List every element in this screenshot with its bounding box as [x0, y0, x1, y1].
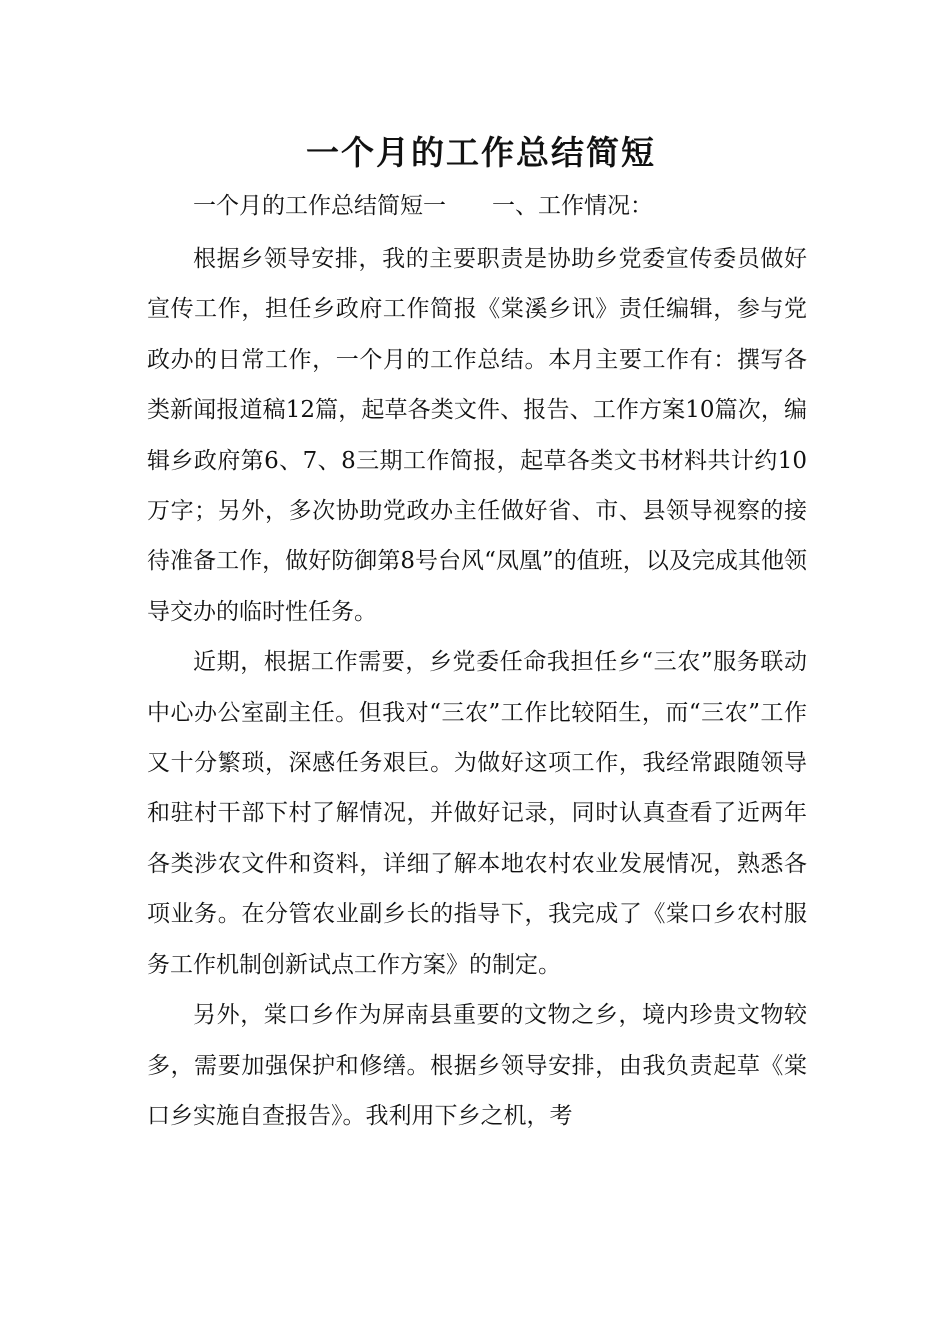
document-title: 一个月的工作总结简短: [306, 133, 656, 172]
paragraph-1: 根据乡领导安排，我的主要职责是协助乡党委宣传委员做好宣传工作，担任乡政府工作简报《棠溪乡讯》责任编辑，参与党政办的日常工作，一个月的工作总结。本月主要工作有：撰写各类新闻报道稿12篇，起草各类文件、报告、工作方案10篇次，编辑乡政府第6、7、8三期工作简报，起草各类文书材料共计约10万字；另外，多次协助党政办主任做好省、市、县领导视察的接待准备工作，做好防御第8号台风“凤凰”的值班，以及完成其他领导交办的临时性任务。: [147, 246, 807, 625]
paragraph-3: 另外，棠口乡作为屏南县重要的文物之乡，境内珍贵文物较多，需要加强保护和修缮。根据乡领导安排，由我负责起草《棠口乡实施自查报告》。我利用下乡之机，考: [147, 1002, 807, 1129]
intro-line: [147, 184, 807, 228]
intro-subtitle: 一个月的工作总结简短一: [193, 193, 446, 219]
document-page: [147, 130, 807, 1141]
paragraph-2: 近期，根据工作需要，乡党委任命我担任乡“三农”服务联动中心办公室副主任。但我对“三农”工作比较陌生，而“三农”工作又十分繁琐，深感任务艰巨。为做好这项工作，我经常跟随领导和驻村干部下村了解情况，并做好记录，同时认真查看了近两年各类涉农文件和资料，详细了解本地农村农业发展情况，熟悉各项业务。在分管农业副乡长的指导下，我完成了《棠口乡农村服务工作机制创新试点工作方案》的制定。: [147, 649, 807, 978]
section-heading: 一、工作情况：: [492, 193, 653, 219]
